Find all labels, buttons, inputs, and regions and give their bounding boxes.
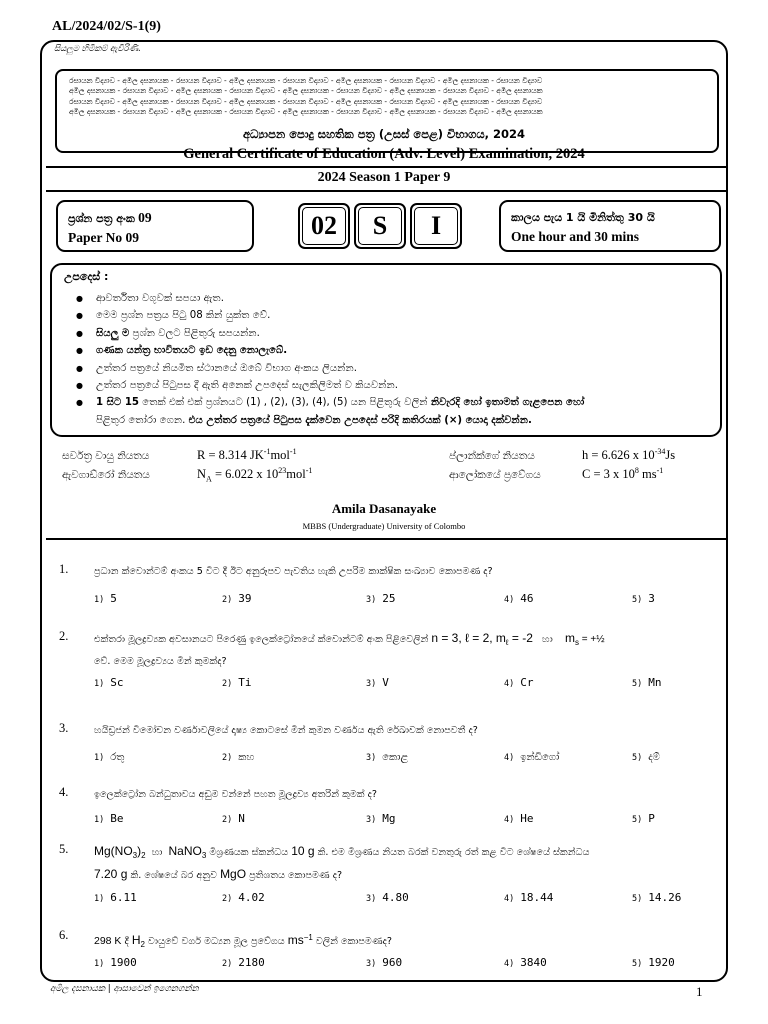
option-5[interactable]: 5) 3 [632, 592, 655, 605]
instruction-item: ● ගණක යන්ත්‍ර භාවිතයට ඉඩ දෙනු නොලැබේ. [62, 342, 710, 359]
divider [46, 166, 726, 168]
question-text: එක්තරා මූලද්‍රව්‍යක අවසානයට පිරෙණු ඉලෙක්ට්‍රෝනයේ ක්වොන්ටම් අංක පිළිවෙලින් n = 3, ℓ = 2, $m_\ell = -2$ හා $m_s$ = +½ වේ. මෙම මූලද්‍රව්‍යය මින් කුමක්ද? [94, 631, 605, 667]
option-4[interactable]: 4) He [504, 812, 534, 825]
option-4[interactable]: 4) 3840 [504, 956, 547, 969]
question-options [94, 956, 722, 974]
option-5[interactable]: 5) P [632, 812, 655, 825]
option-3[interactable]: 3) Mg [366, 812, 396, 825]
option-5[interactable]: 5) 14.26 [632, 891, 682, 904]
option-4[interactable]: 4) ඉන්ඩිගෝ [504, 752, 560, 763]
paper-number-box [56, 200, 254, 252]
option-5[interactable]: 5) දම් [632, 752, 660, 763]
exam-paper-frame [40, 40, 728, 982]
question-number: 4. [59, 785, 69, 799]
pattern-line: රසායන විද්‍යාව - අමිල දසනායක - රසායන විද්‍යාව - අමිල දසනායක - රසායන විද්‍යාව - අමිල දසනායක - රසායන විද්‍යාව - අමිල දසනායක - රසායන විද්‍යාව [69, 96, 543, 106]
option-2[interactable]: 2) 2180 [222, 956, 265, 969]
code-subject: 02 [302, 207, 346, 245]
question-number: 5. [59, 842, 69, 856]
time-label-english: One hour and 30 mins [511, 229, 640, 244]
question-text: $Mg(NO_3)_2$ හා NaNO$_3$ මිශ්‍රණයක ස්කන්ධය 10 g කි. එම මිශ්‍රණය නියත බරක් වනතුරු රත් කළ විට ශේෂයේ ස්කන්ධය 7.20 g කි. ශේෂයේ බර අනුව MgO ප්‍රතිශතය කොපමණ ද? [94, 844, 590, 881]
paper-number: 09 [138, 210, 152, 225]
question-number: 6. [59, 928, 69, 942]
instructions-box [50, 263, 722, 437]
instructions-list [62, 290, 710, 429]
planck-constant-label: ප්ලාන්ක්ගේ නියතය [449, 450, 535, 462]
option-5[interactable]: 5) 1920 [632, 956, 675, 969]
option-5[interactable]: 5) Mn [632, 676, 662, 689]
option-2[interactable]: 2) 39 [222, 592, 252, 605]
code-box-part [410, 203, 462, 249]
option-1[interactable]: 1) 5 [94, 592, 117, 605]
light-speed-value: C = 3 x $10^8$ $ms^{-1}$ [582, 466, 664, 482]
option-3[interactable]: 3) 25 [366, 592, 396, 605]
option-2[interactable]: 2) කහ [222, 752, 255, 763]
code-box-medium [354, 203, 406, 249]
pattern-line: රසායන විද්‍යාව - අමිල දසනායක - රසායන විද්‍යාව - අමිල දසනායක - රසායන විද්‍යාව - අමිල දසනායක - රසායන විද්‍යාව - අමිල දසනායක - රසායන විද්‍යාව [69, 76, 543, 85]
instruction-item: ● සියලු ම ප්‍රශ්න වලට පිළිතුරු සපයන්න. [62, 325, 710, 342]
option-1[interactable]: 1) 1900 [94, 956, 137, 969]
option-4[interactable]: 4) 46 [504, 592, 534, 605]
gas-constant-label: සර්වත්‍ර වායු නියතය [62, 450, 150, 462]
season-label: 2024 Season 1 Paper 9 [317, 170, 451, 185]
option-1[interactable]: 1) රතු [94, 752, 125, 763]
paper-label-english: Paper No 09 [68, 230, 139, 245]
divider [46, 538, 726, 540]
question-number: 3. [59, 721, 69, 735]
instruction-item: ● ආවර්තිතා වගුවක් සපයා ඇත. [62, 290, 710, 307]
author-name: Amila Dasanayake [331, 501, 437, 516]
question-options [94, 592, 722, 610]
option-1[interactable]: 1) Sc [94, 676, 124, 689]
question-options [94, 676, 722, 694]
paper-code: AL/2024/02/S-1(9) [52, 19, 161, 34]
footer-author-slogan: අමිල දසනායක | ආසාවෙන් ඉගෙනගන්න [50, 984, 199, 994]
option-3[interactable]: 3) V [366, 676, 389, 689]
option-3[interactable]: 3) 960 [366, 956, 403, 969]
time-label-sinhala: කාලය පැය 1 යි මිනිත්තු 30 යි [511, 211, 655, 224]
option-4[interactable]: 4) 18.44 [504, 891, 554, 904]
question-text: 298 K දී $H_2$ වායුවේ වර්ග මධ්‍යන මූල ප්‍රවේගය $ms^{-1}$ වලින් කොපමණද? [94, 933, 392, 950]
code-part: I [414, 207, 458, 245]
code-box-subject [298, 203, 350, 249]
question-text: ඉලෙක්ට්‍රෝන බන්ධුතාවය අඩුම වන්නේ පහත මූලද්‍රව්‍ය අතරින් කුමක් ද? [94, 789, 377, 800]
constants-block [62, 444, 722, 490]
question-text: ප්‍රධාන ක්වොන්ටම් අංකය 5 විට දී ඊට අනුරූපව පැවතිය හැකි උපරිම කාක්ෂික සංඛ්‍යාව කොපමණ ද? [94, 566, 493, 577]
instruction-item: ● උත්තර පත්‍රයේ නියමිත ස්ථානයේ ඔබේ විභාග අංකය ලියන්න. [62, 360, 710, 377]
instruction-item: ● 1 සිට 15 තෙක් එක් එක් ප්‍රශ්නයට (1) , (2), (3), (4), (5) යන පිළිතුරු වලින් නිවැරදි හෝ ඉතාමත් ගැළපෙන හෝ පිළිතුර තෝරා ගෙන. එය උත්තර පත්‍රයේ පිටුපස දැක්වෙන උපදෙස් පරිදි කතිරයක් (×) යොදා දක්වන්න. [62, 394, 710, 429]
instruction-item: ● උත්තර පත්‍රයේ පිටුපස දී ඇති අනෙක් උපදෙස් සැලකිලිමත් ව කියවන්න. [62, 377, 710, 394]
code-medium: S [358, 207, 402, 245]
question-options [94, 812, 722, 830]
light-speed-label: ආලෝකයේ ප්‍රවේගය [449, 469, 541, 481]
avogadro-constant-value: $N_A = 6.022$ x $10^{23}mol^{-1}$ [197, 466, 313, 484]
option-3[interactable]: 3) කොළ [366, 752, 409, 763]
pattern-line: අමිල දසනායක - රසායන විද්‍යාව - අමිල දසනායක - රසායන විද්‍යාව - අමිල දසනායක - රසායන විද්‍යාව - අමිල දසනායක - රසායන විද්‍යාව - අමිල දසනායක [69, 86, 543, 96]
question-number: 1. [59, 562, 69, 576]
exam-title-sinhala: අධ්‍යාපන පොදු සහතික පත්‍ර (උසස් පෙළ) විභාගය, 2024 [242, 127, 526, 141]
question-options [94, 891, 722, 909]
option-3[interactable]: 3) 4.80 [366, 891, 409, 904]
instruction-item: ● මෙම ප්‍රශ්න පත්‍රය පිටු 08 කින් යුක්ත වේ. [62, 307, 710, 324]
page-number: 1 [696, 984, 703, 999]
question-text: හයිඩ්‍රජන් විමෝචන වර්ණාවලියේ දෘෂ්‍ය කොටසේ මින් කුමන වර්ණය ඇති රේඛාවක් නොපවතී ද? [94, 725, 478, 736]
option-2[interactable]: 2) N [222, 812, 245, 825]
option-1[interactable]: 1) Be [94, 812, 124, 825]
rights-notice: සියලුම හිමිකම් ඇවිරිණි. [54, 44, 141, 54]
author-block [46, 501, 722, 531]
paper-label-sinhala: ප්‍රශ්න පත්‍ර අංක [68, 212, 135, 225]
option-1[interactable]: 1) 6.11 [94, 891, 137, 904]
exam-title-english: General Certificate of Education (Adv. Level) Examination, 2024 [183, 146, 585, 162]
time-box [499, 200, 721, 252]
option-2[interactable]: 2) 4.02 [222, 891, 265, 904]
option-2[interactable]: 2) Ti [222, 676, 252, 689]
gas-constant-value: R = 8.314 $JK^{-1}mol^{-1}$ [197, 447, 297, 463]
option-4[interactable]: 4) Cr [504, 676, 534, 689]
divider [46, 190, 726, 192]
instructions-title: උපදෙස් : [64, 270, 109, 283]
pattern-line: අමිල දසනායක - රසායන විද්‍යාව - අමිල දසනායක - රසායන විද්‍යාව - අමිල දසනායක - රසායන විද්‍යාව - අමිල දසනායක - රසායන විද්‍යාව - අමිල දසනායක [69, 106, 543, 116]
planck-constant-value: h = 6.626 x $10^{-34}Js$ [582, 447, 676, 463]
question-number: 2. [59, 629, 69, 643]
question-options [94, 750, 722, 768]
avogadro-constant-label: ඇවගාඩ්රෝ නියතය [62, 469, 150, 481]
author-description: MBBS (Undergraduate) University of Colombo [302, 521, 466, 531]
